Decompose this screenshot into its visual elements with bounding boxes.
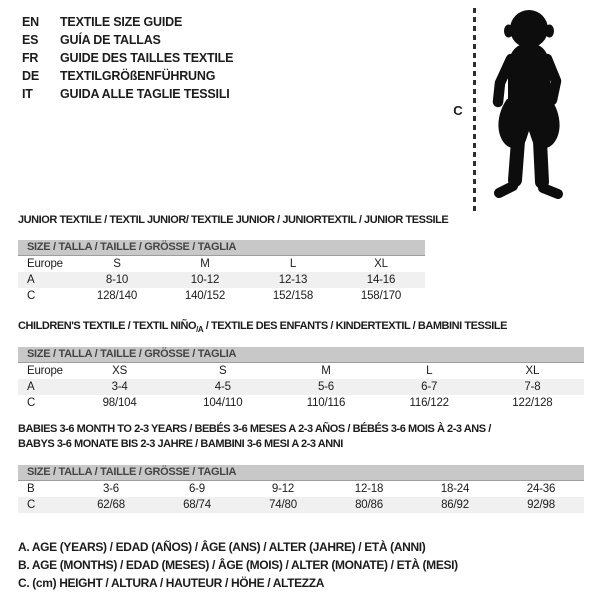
table-row-europe	[18, 256, 425, 272]
size-header-bar: SIZE / TALLA / TAILLE / GRÖSSE / TAGLIA	[18, 347, 584, 363]
value-cell: 104/110	[203, 397, 243, 409]
table-row-europe	[18, 363, 584, 379]
babies-size-table	[18, 465, 584, 513]
value-cell: 7-8	[524, 381, 541, 393]
junior-size-table	[18, 240, 425, 304]
guide-title-de: TEXTILGRÖßENFÜHRUNG	[60, 69, 216, 83]
value-cell: 6-9	[188, 483, 206, 495]
size-header-bar: SIZE / TALLA / TAILLE / GRÖSSE / TAGLIA	[18, 240, 425, 256]
guide-title-es: GUÍA DE TALLAS	[60, 33, 161, 47]
table-row-age-years	[18, 379, 584, 395]
legend	[18, 538, 458, 592]
table-row-height-cm	[18, 395, 584, 411]
language-row-fr	[22, 49, 233, 67]
value-cell: 3-4	[111, 381, 128, 393]
table-row-height-cm	[18, 288, 425, 304]
babies-title-line-2: BABYS 3-6 MONATE BIS 2-3 JAHRE / BAMBINI 3-6 MESI A 2-3 ANNI	[18, 438, 343, 450]
language-row-de	[22, 67, 233, 85]
size-header-bar: SIZE / TALLA / TAILLE / GRÖSSE / TAGLIA	[18, 465, 584, 481]
language-code: ES	[22, 33, 39, 47]
row-label: B	[27, 483, 35, 495]
table-row-age-months	[18, 481, 584, 497]
baby-silhouette-icon	[481, 5, 577, 211]
size-cell: XL	[525, 365, 540, 377]
size-cell: XL	[374, 258, 388, 270]
row-label: C	[27, 499, 36, 511]
row-label: C	[27, 290, 36, 302]
size-cell: M	[200, 258, 210, 270]
value-cell: 5-6	[317, 381, 334, 393]
children-size-table	[18, 347, 584, 411]
size-cell: S	[219, 365, 227, 377]
value-cell: 14-16	[366, 274, 396, 286]
value-cell: 122/128	[512, 397, 553, 409]
children-title-text: / TEXTILE DES ENFANTS / KINDERTEXTIL / BAMBINI TESSILE	[203, 320, 508, 332]
guide-title-it: GUIDA ALLE TAGLIE TESSILI	[60, 87, 230, 101]
value-cell: 92/98	[527, 499, 555, 511]
size-cell: S	[113, 258, 121, 270]
language-code: DE	[22, 69, 39, 83]
table-row-height-cm	[18, 497, 584, 513]
junior-table-title: JUNIOR TEXTILE / TEXTIL JUNIOR/ TEXTILE JUNIOR / JUNIORTEXTIL / JUNIOR TESSILE	[18, 214, 449, 226]
children-table-title	[18, 319, 507, 337]
children-title-subscript: /A	[196, 325, 204, 335]
row-label: Europe	[27, 365, 63, 377]
value-cell: 9-12	[271, 483, 295, 495]
value-cell: 12-18	[354, 483, 384, 495]
value-cell: 98/104	[102, 397, 137, 409]
guide-title-en: TEXTILE SIZE GUIDE	[60, 15, 183, 29]
language-title-list	[22, 13, 233, 103]
row-label: C	[27, 397, 36, 409]
height-dimension-dotted-line	[473, 8, 476, 212]
children-title-text: CHILDREN'S TEXTILE / TEXTIL NIÑO	[18, 320, 197, 332]
babies-title-line-1: BABIES 3-6 MONTH TO 2-3 YEARS / BEBÉS 3-6 MESES A 2-3 AÑOS / BÉBÉS 3-6 MOIS À 2-3 ANS /	[18, 423, 491, 435]
value-cell: 116/122	[409, 397, 449, 409]
value-cell: 62/68	[97, 499, 125, 511]
legend-line-a: A. AGE (YEARS) / EDAD (AÑOS) / ÂGE (ANS) / ALTER (JAHRE) / ETÀ (ANNI)	[18, 540, 426, 554]
value-cell: 8-10	[105, 274, 129, 286]
value-cell: 68/74	[183, 499, 211, 511]
legend-line-b: B. AGE (MONTHS) / EDAD (MESES) / ÂGE (MOIS) / ALTER (MONATE) / ETÀ (MESI)	[18, 558, 458, 572]
value-cell: 10-12	[190, 274, 220, 286]
language-row-es	[22, 31, 233, 49]
value-cell: 152/158	[272, 290, 314, 302]
legend-line-c: C. (cm) HEIGHT / ALTURA / HAUTEUR / HÖHE / ALTEZZA	[18, 576, 325, 590]
table-row-age-years	[18, 272, 425, 288]
size-cell: XS	[112, 365, 128, 377]
value-cell: 12-13	[278, 274, 308, 286]
language-code: FR	[22, 51, 39, 65]
value-cell: 3-6	[102, 483, 120, 495]
row-label: Europe	[27, 258, 63, 270]
value-cell: 110/116	[306, 397, 346, 409]
language-row-en	[22, 13, 233, 31]
value-cell: 18-24	[440, 483, 470, 495]
language-code: EN	[22, 15, 39, 29]
size-cell: L	[426, 365, 433, 377]
size-cell: M	[321, 365, 331, 377]
value-cell: 140/152	[184, 290, 226, 302]
language-code: IT	[22, 87, 33, 101]
value-cell: 86/92	[441, 499, 469, 511]
value-cell: 80/86	[355, 499, 383, 511]
size-cell: L	[289, 258, 297, 270]
value-cell: 24-36	[526, 483, 556, 495]
height-dimension-label: C	[453, 103, 463, 118]
language-row-it	[22, 85, 233, 103]
guide-title-fr: GUIDE DES TAILLES TEXTILE	[60, 51, 234, 65]
value-cell: 74/80	[269, 499, 297, 511]
value-cell: 6-7	[421, 381, 438, 393]
value-cell: 4-5	[214, 381, 231, 393]
row-label: A	[27, 274, 35, 286]
value-cell: 158/170	[360, 290, 402, 302]
row-label: A	[27, 381, 35, 393]
value-cell: 128/140	[96, 290, 138, 302]
babies-table-title	[18, 422, 491, 452]
